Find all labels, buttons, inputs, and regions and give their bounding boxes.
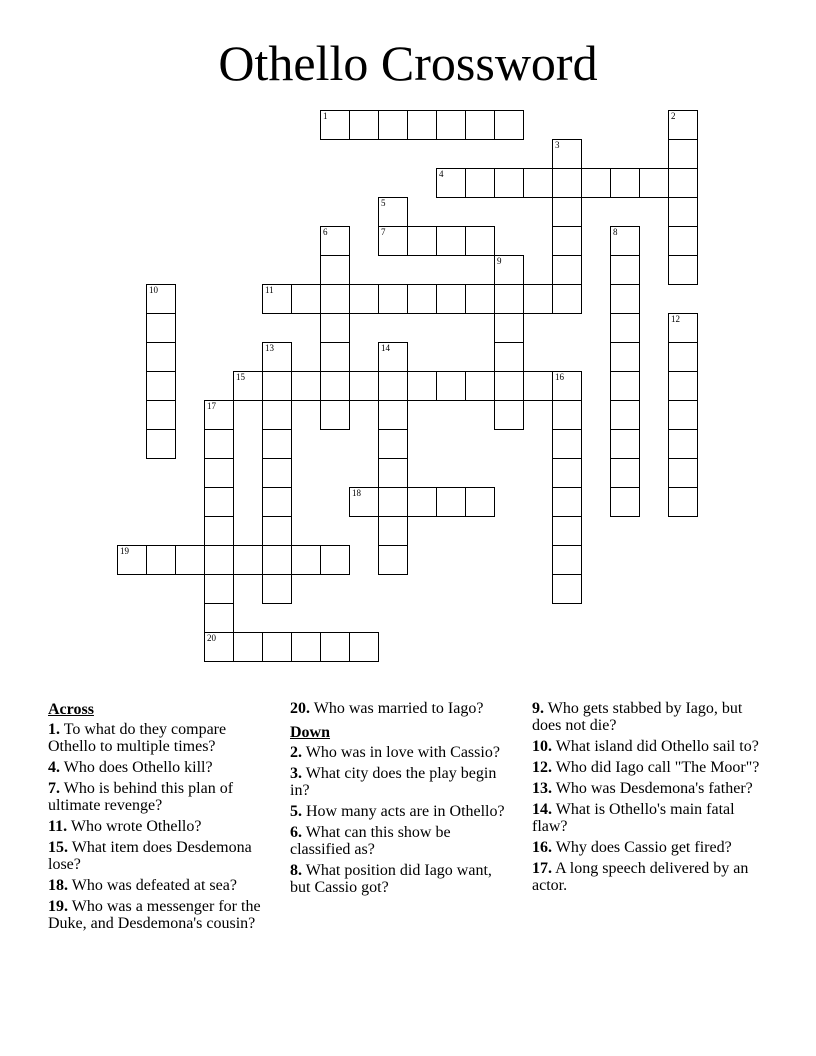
clue-down-9: 9. Who gets stabbed by Iago, but does not die? <box>532 700 743 734</box>
grid-cell[interactable] <box>552 516 582 546</box>
grid-cell[interactable] <box>465 284 495 314</box>
grid-cell[interactable] <box>436 168 466 198</box>
grid-cell[interactable] <box>378 487 408 517</box>
grid-cell[interactable] <box>378 400 408 430</box>
grid-cell[interactable] <box>552 458 582 488</box>
grid-cell[interactable] <box>639 168 669 198</box>
clues-column-2 <box>290 700 512 900</box>
grid-cell[interactable] <box>378 284 408 314</box>
grid-cell[interactable] <box>320 632 350 662</box>
cell-number: 18 <box>352 488 361 498</box>
grid-cell[interactable] <box>204 429 234 459</box>
grid-cell[interactable] <box>320 284 350 314</box>
grid-cell[interactable] <box>146 284 176 314</box>
grid-cell[interactable] <box>146 429 176 459</box>
grid-cell[interactable] <box>494 371 524 401</box>
clue-across-19: 19. Who was a messenger for the Duke, and Desdemona's cousin? <box>48 898 261 932</box>
cell-number: 15 <box>236 372 245 382</box>
grid-cell[interactable] <box>668 458 698 488</box>
cell-number: 13 <box>265 343 274 353</box>
grid-cell[interactable] <box>146 371 176 401</box>
grid-cell[interactable] <box>349 632 379 662</box>
grid-cell[interactable] <box>436 226 466 256</box>
grid-cell[interactable] <box>552 487 582 517</box>
grid-cell[interactable] <box>349 371 379 401</box>
grid-cell[interactable] <box>349 487 379 517</box>
grid-cell[interactable] <box>552 574 582 604</box>
cell-number: 12 <box>671 314 680 324</box>
grid-cell[interactable] <box>262 284 292 314</box>
clue-down-5: 5. How many acts are in Othello? <box>290 803 505 820</box>
grid-cell[interactable] <box>320 255 350 285</box>
cell-number: 11 <box>265 285 274 295</box>
grid-cell[interactable] <box>523 168 553 198</box>
grid-cell[interactable] <box>378 458 408 488</box>
grid-cell[interactable] <box>610 313 640 343</box>
grid-cell[interactable] <box>378 545 408 575</box>
grid-cell[interactable] <box>465 226 495 256</box>
grid-cell[interactable] <box>668 371 698 401</box>
grid-cell[interactable] <box>204 603 234 633</box>
grid-cell[interactable] <box>204 458 234 488</box>
cell-number: 5 <box>381 198 386 208</box>
grid-cell[interactable] <box>436 110 466 140</box>
grid-cell[interactable] <box>407 110 437 140</box>
grid-cell[interactable] <box>494 168 524 198</box>
grid-cell[interactable] <box>204 574 234 604</box>
grid-cell[interactable] <box>262 574 292 604</box>
page-title: Othello Crossword <box>218 35 598 91</box>
grid-cell[interactable] <box>552 226 582 256</box>
grid-cell[interactable] <box>552 400 582 430</box>
clue-across-18: 18. Who was defeated at sea? <box>48 877 237 894</box>
clue-down-12: 12. Who did Iago call "The Moor"? <box>532 759 760 776</box>
grid-cell[interactable] <box>552 139 582 169</box>
clue-across-11: 11. Who wrote Othello? <box>48 818 202 835</box>
cell-number: 2 <box>671 111 676 121</box>
grid-cell[interactable] <box>204 400 234 430</box>
clue-down-13: 13. Who was Desdemona's father? <box>532 780 753 797</box>
grid-cell[interactable] <box>262 487 292 517</box>
across-heading: Across <box>48 701 94 718</box>
grid-cell[interactable] <box>552 371 582 401</box>
grid-cell[interactable] <box>610 284 640 314</box>
grid-cell[interactable] <box>204 545 234 575</box>
grid-cell[interactable] <box>146 342 176 372</box>
grid-cell[interactable] <box>610 226 640 256</box>
grid-cell[interactable] <box>320 371 350 401</box>
grid-cell[interactable] <box>407 284 437 314</box>
clue-across-15: 15. What item does Desdemona lose? <box>48 839 252 873</box>
grid-cell[interactable] <box>436 487 466 517</box>
grid-cell[interactable] <box>552 168 582 198</box>
clue-down-8: 8. What position did Iago want, but Cassio got? <box>290 862 492 896</box>
grid-cell[interactable] <box>320 226 350 256</box>
grid-cell[interactable] <box>668 168 698 198</box>
grid-cell[interactable] <box>668 429 698 459</box>
cell-number: 16 <box>555 372 564 382</box>
grid-cell[interactable] <box>320 342 350 372</box>
cell-number: 19 <box>120 546 129 556</box>
clue-across-4: 4. Who does Othello kill? <box>48 759 213 776</box>
grid-cell[interactable] <box>204 516 234 546</box>
grid-cell[interactable] <box>233 632 263 662</box>
grid-cell[interactable] <box>262 400 292 430</box>
grid-cell[interactable] <box>552 197 582 227</box>
grid-cell[interactable] <box>262 342 292 372</box>
grid-cell[interactable] <box>610 168 640 198</box>
grid-cell[interactable] <box>262 371 292 401</box>
grid-cell[interactable] <box>523 284 553 314</box>
down-heading: Down <box>290 724 331 741</box>
grid-cell[interactable] <box>668 400 698 430</box>
clue-down-6: 6. What can this show be classified as? <box>290 824 451 858</box>
clue-down-16: 16. Why does Cassio get fired? <box>532 839 732 856</box>
grid-cell[interactable] <box>320 110 350 140</box>
grid-cell[interactable] <box>378 342 408 372</box>
grid-cell[interactable] <box>407 226 437 256</box>
grid-cell[interactable] <box>494 110 524 140</box>
grid-cell[interactable] <box>494 342 524 372</box>
grid-cell[interactable] <box>262 545 292 575</box>
grid-cell[interactable] <box>262 632 292 662</box>
grid-cell[interactable] <box>407 487 437 517</box>
grid-cell[interactable] <box>610 458 640 488</box>
grid-cell[interactable] <box>291 284 321 314</box>
grid-cell[interactable] <box>436 284 466 314</box>
grid-cell[interactable] <box>552 284 582 314</box>
grid-cell[interactable] <box>378 429 408 459</box>
grid-cell[interactable] <box>378 516 408 546</box>
clue-down-2: 2. Who was in love with Cassio? <box>290 744 500 761</box>
grid-cell[interactable] <box>378 110 408 140</box>
grid-cell[interactable] <box>378 371 408 401</box>
grid-cell[interactable] <box>494 313 524 343</box>
cell-number: 8 <box>613 227 618 237</box>
cell-number: 3 <box>555 140 560 150</box>
cell-number: 7 <box>381 227 386 237</box>
grid-cell[interactable] <box>291 632 321 662</box>
grid-cell[interactable] <box>291 545 321 575</box>
grid-cell[interactable] <box>668 110 698 140</box>
clue-across-7: 7. Who is behind this plan of ultimate revenge? <box>48 780 234 814</box>
grid-cell[interactable] <box>610 487 640 517</box>
clue-down-17: 17. A long speech delivered by an actor. <box>532 860 749 894</box>
grid-cell[interactable] <box>494 400 524 430</box>
grid-cell[interactable] <box>349 110 379 140</box>
grid-cell[interactable] <box>494 284 524 314</box>
grid-cell[interactable] <box>552 429 582 459</box>
grid-cell[interactable] <box>262 429 292 459</box>
cell-number: 9 <box>497 256 502 266</box>
grid-cell[interactable] <box>320 545 350 575</box>
grid-cell[interactable] <box>407 371 437 401</box>
cell-number: 20 <box>207 633 216 643</box>
grid-cell[interactable] <box>349 284 379 314</box>
grid-cell[interactable] <box>378 226 408 256</box>
grid-cell[interactable] <box>146 400 176 430</box>
clue-down-10: 10. What island did Othello sail to? <box>532 738 759 755</box>
grid-cell[interactable] <box>233 371 263 401</box>
grid-cell[interactable] <box>581 168 611 198</box>
grid-cell[interactable] <box>175 545 205 575</box>
grid-cell[interactable] <box>465 371 495 401</box>
grid-cell[interactable] <box>610 255 640 285</box>
grid-cell[interactable] <box>668 255 698 285</box>
grid-cell[interactable] <box>668 487 698 517</box>
grid-cell[interactable] <box>436 371 466 401</box>
grid-cell[interactable] <box>610 371 640 401</box>
grid-cell[interactable] <box>465 168 495 198</box>
cell-number: 14 <box>381 343 390 353</box>
grid-cell[interactable] <box>262 516 292 546</box>
grid-cell[interactable] <box>610 429 640 459</box>
cell-number: 4 <box>439 169 444 179</box>
cell-number: 17 <box>207 401 216 411</box>
grid-cell[interactable] <box>668 197 698 227</box>
grid-cell[interactable] <box>668 226 698 256</box>
grid-cell[interactable] <box>610 400 640 430</box>
grid-cell[interactable] <box>494 255 524 285</box>
grid-cell[interactable] <box>320 313 350 343</box>
grid-cell[interactable] <box>233 545 263 575</box>
cell-number: 10 <box>149 285 158 295</box>
grid-cell[interactable] <box>465 487 495 517</box>
grid-cell[interactable] <box>465 110 495 140</box>
grid-cell[interactable] <box>117 545 147 575</box>
grid-cell[interactable] <box>204 632 234 662</box>
clues-column-3 <box>532 700 764 898</box>
grid-cell[interactable] <box>320 400 350 430</box>
grid-cell[interactable] <box>610 342 640 372</box>
clue-across-20: 20. Who was married to Iago? <box>290 700 484 717</box>
grid-cell[interactable] <box>204 487 234 517</box>
grid-cell[interactable] <box>552 255 582 285</box>
clue-down-14: 14. What is Othello's main fatal flaw? <box>532 801 735 835</box>
grid-cell[interactable] <box>146 545 176 575</box>
grid-cell[interactable] <box>552 545 582 575</box>
clue-down-3: 3. What city does the play begin in? <box>290 765 497 799</box>
grid-cell[interactable] <box>378 197 408 227</box>
clues-column-1 <box>48 700 268 936</box>
cell-number: 1 <box>323 111 328 121</box>
grid-cell[interactable] <box>668 139 698 169</box>
grid-cell[interactable] <box>668 313 698 343</box>
grid-cell[interactable] <box>523 371 553 401</box>
clue-across-1: 1. To what do they compare Othello to multiple times? <box>48 721 227 755</box>
grid-cell[interactable] <box>291 371 321 401</box>
grid-cell[interactable] <box>262 458 292 488</box>
grid-cell[interactable] <box>668 342 698 372</box>
grid-cell[interactable] <box>146 313 176 343</box>
cell-number: 6 <box>323 227 328 237</box>
